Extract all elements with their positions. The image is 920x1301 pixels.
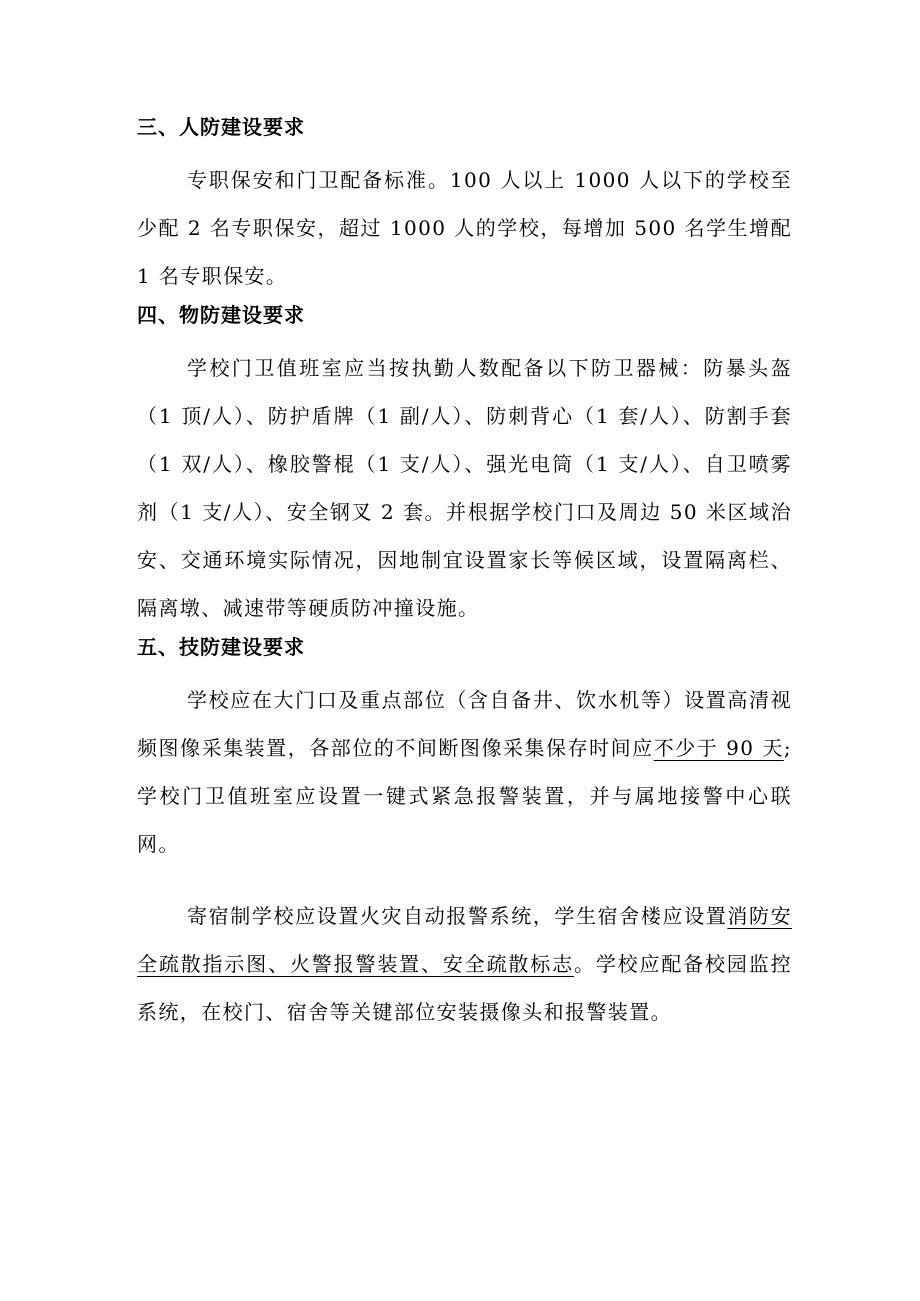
paragraph-video-surveillance xyxy=(137,676,792,868)
paragraph-text: 学校应在大门口及重点部位（含自备井、饮水机等）设置高清视频图像采集装置，各部位的不间断图像采集保存时间应 xyxy=(137,688,792,760)
paragraph-text: 。学校应配备校园监控系统，在校门、宿舍等关键部位安装摄像头和报警装置。 xyxy=(137,952,793,1024)
underlined-text: 不少于 90 天 xyxy=(653,736,784,760)
paragraph-defense-equipment: 学校门卫值班室应当按执勤人数配备以下防卫器械：防暴头盔（1 顶/人）、防护盾牌（1 副/人）、防刺背心（1 套/人）、防割手套（1 双/人）、橡胶警棍（1 支/人）、强光电筒（1 支/人）、自卫喷雾剂（1 支/人）、安全钢叉 2 套。并根据学校门口及周边 50 米区域治安、交通环境实际情况，因地制宜设置家长等候区域，设置隔离栏、隔离墩、减速带等硬质防冲撞设施。 xyxy=(137,356,792,620)
section-heading-physical-defense: 四、物防建设要求 xyxy=(137,303,305,327)
paragraph-fire-alarm xyxy=(137,892,792,1036)
underlined-text: 消防安全疏散指示图、火警报警装置、安全疏散标志 xyxy=(137,904,793,976)
document-body xyxy=(137,112,792,1036)
section-heading-personnel-defense: 三、人防建设要求 xyxy=(137,115,305,139)
paragraph-text: 寄宿制学校应设置火灾自动报警系统，学生宿舍楼应设置 xyxy=(187,904,728,928)
paragraph-text: ;学校门卫值班室应设置一键式紧急报警装置，并与属地接警中心联网。 xyxy=(137,736,792,856)
section-heading-technical-defense: 五、技防建设要求 xyxy=(137,635,305,659)
paragraph-security-staffing: 专职保安和门卫配备标准。100 人以上 1000 人以下的学校至少配 2 名专职保安，超过 1000 人的学校，每增加 500 名学生增配 1 名专职保安。 xyxy=(137,168,792,288)
